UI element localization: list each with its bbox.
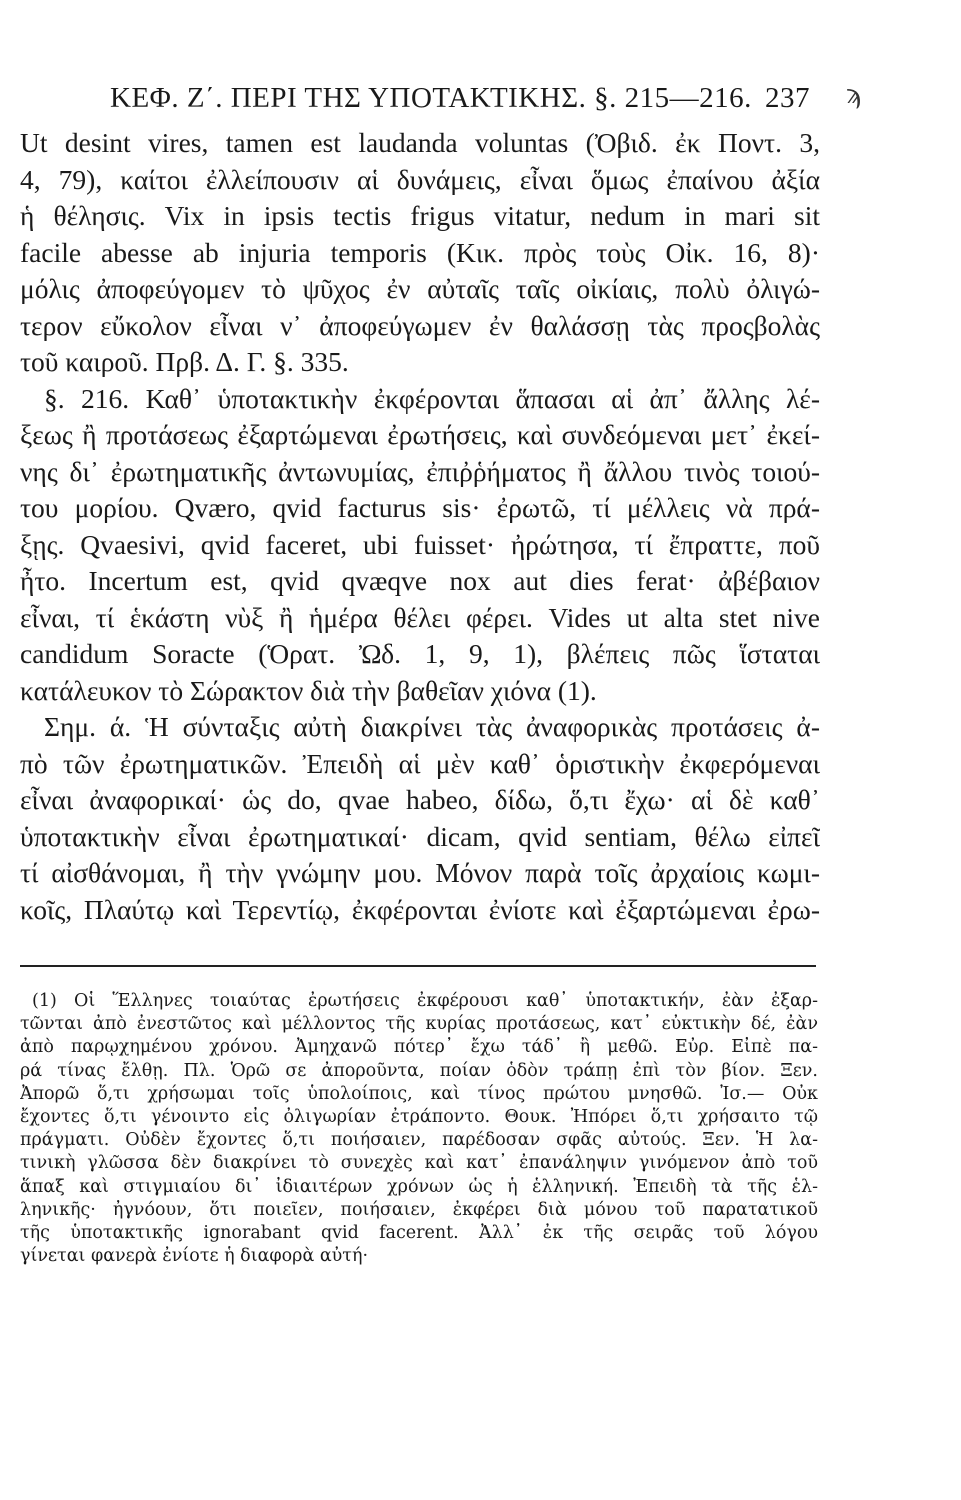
text-line: εἶναι ἀναφορικαί· ὡς do, qvae habeo, δίδω, ὅ,τι ἔχω· αἱ δὲ καθ᾿ [20,784,820,815]
text-line: 4, 79), καίτοι ἐλλείπουσιν αἱ δυνάμεις, εἶναι ὅμως ἐπαίνου ἀξία [20,163,820,195]
footnote-line: ἔχοντες ὅ,τι γένοιντο εἰς ὀλιγωρίαν ἐτράποντο. Θουκ. Ἠπόρει ὅ,τι χρήσαιτο τῷ [20,1106,818,1127]
text-line: τοῦ καιροῦ. Πρβ. Δ. Γ. §. 335. [20,346,349,377]
footnote-rule [20,965,816,967]
text-line: Ut desint vires, tamen est laudanda voluntas (Ὀβιδ. ἐκ Ποντ. 3, [20,127,820,158]
footnote-line: γίνεται φανερὰ ἐνίοτε ἡ διαφορὰ αὐτή· [20,1246,369,1267]
footnote-line: τῶνται ἀπὸ ἐνεστῶτος καὶ μέλλοντος τῆς κυρίας προτάσεως, κατ᾿ εὐκτικὴν δέ, ἐὰν [20,1014,818,1035]
text-line: κοῖς, Πλαύτῳ καὶ Τερεντίῳ, ἐκφέρονται ἐνίοτε καὶ ἐξαρτώμεναι ἐρω- [20,893,820,925]
text-line: ξῃς. Qvaesivi, qvid faceret, ubi fuisset· ἠρώτησα, τί ἔπραττε, ποῦ [20,528,820,560]
text-line: facile abesse ab injuria temporis (Κικ. πρὸς τοὺς Οἰκ. 16, 8)· [20,236,820,268]
text-line: κατάλευκον τὸ Σώρακτον διὰ τὴν βαθεῖαν χιόνα (1). [20,674,597,706]
text-line: ὑποτακτικὴν εἶναι ἐρωτηματικαί· dicam, qvid sentiam, θέλω εἰπεῖ [20,820,820,852]
text-line: ἡ θέλησις. Vix in ipsis tectis frigus vitatur, nedum in mari sit [20,200,820,231]
text-line: τερον εὔκολον εἶναι ν᾿ ἀποφεύγωμεν ἐν θαλάσσῃ τὰς προςβολὰς [20,309,820,341]
footnote-line: ρά τίνας ἔλθῃ. Πλ. Ὁρῶ σε ἀποροῦντα, ποίαν ὁδὸν τράπῃ ἐπὶ τὸν βίον. Ξεν. [20,1060,818,1081]
main-text [20,125,820,928]
footnote-line: ἀπὸ παρῳχημένου χρόνου. Ἀμηχανῶ πότερ᾿ ἔχω τάδ᾿ ἢ μεθῶ. Εὐρ. Εἰπὲ πα- [20,1037,818,1058]
running-title: ΚΕΦ. Ζ΄. ΠΕΡΙ ΤΗΣ ΥΠΟΤΑΚΤΙΚΗΣ. §. 215—216. [110,82,752,114]
footnotes [20,990,818,1268]
section-216-start: §. 216. Καθ᾿ ὑποτακτικὴν ἐκφέρονται ἅπασαι αἱ ἀπ᾿ ἄλλης λέ- [44,382,820,414]
footnote-line: τῆς ὑποτακτικῆς ignorabant qvid facerent. Ἀλλ᾿ ἐκ τῆς σειρᾶς τοῦ λόγου [20,1222,818,1243]
footnote-line: ἅπαξ καὶ στιγμιαίου δι᾿ ἰδιαιτέρων χρόνων ὡς ἡ ἑλληνική. Ἐπειδὴ τὰ τῆς ἑλ- [20,1176,818,1197]
text-line: candidum Soracte (Ὁρατ. Ὠδ. 1, 9, 1), βλέπεις πῶς ἵσταται [20,638,820,669]
text-line: ἦτο. Incertum est, qvid qvæqve nox aut dies ferat· ἀβέβαιον [20,565,820,596]
text-line: μόλις ἀποφεύγομεν τὸ ψῦχος ἐν αὐταῖς ταῖς οἰκίαις, πολὺ ὀλιγώ- [20,273,820,304]
page-number: 237 [765,82,810,114]
text-line: εἶναι, τί ἑκάστη νὺξ ἢ ἡμέρα θέλει φέρει. Vides ut alta stet nive [20,601,820,633]
footnote-line: ληνικῆς· ἠγνόουν, ὅτι ποιεῖεν, ποιήσαιεν, ἐκφέρει διὰ μόνου τοῦ παρατατικοῦ [20,1199,818,1220]
text-line: ξεως ἢ προτάσεως ἐξαρτώμεναι ἐρωτήσεις, καὶ συνδεόμεναι μετ᾿ ἐκεί- [20,419,820,450]
text-line: πὸ τῶν ἐρωτηματικῶν. Ἐπειδὴ αἱ μὲν καθ᾿ ὁριστικὴν ἐκφερόμεναι [20,747,820,779]
footnote-line: πράγματι. Οὐδὲν ἔχοντες ὅ,τι ποιήσαιεν, παρέδοσαν σφᾶς αὐτούς. Ξεν. Ἡ λα- [20,1130,818,1151]
footnote-line: τινικὴ γλῶσσα δὲν διακρίνει τὸ συνεχὲς καὶ κατ᾿ ἐπανάληψιν γινόμενον ἀπὸ τοῦ [20,1153,818,1174]
text-line: τί αἰσθάνομαι, ἢ τὴν γνώμην μου. Μόνον παρὰ τοῖς ἀρχαίοις κωμι- [20,857,820,888]
footnote-line: Ἀπορῶ ὅ,τι χρήσωμαι τοῖς ὑπολοίποις, καὶ τίνος πρώτου μνησθῶ. Ἰσ.— Οὐκ [20,1083,818,1104]
text-line: νης δι᾿ ἐρωτηματικῆς ἀντωνυμίας, ἐπιῤῥήματος ἢ ἄλλου τινὸς τοιού- [20,455,820,487]
footnote-line: (1) Οἱ Ἕλληνες τοιαύτας ἐρωτήσεις ἐκφέρουσι καθ᾿ ὑποτακτικήν, ἐὰν ἐξαρ- [32,991,818,1011]
note-alpha-start: Σημ. ά. Ἡ σύνταξις αὐτὴ διακρίνει τὰς ἀναφορικὰς προτάσεις ἀ- [44,711,820,742]
edge-mark: ϡ [846,80,861,110]
running-header [110,82,810,122]
text-line: του μορίου. Qværo, qvid facturus sis· ἐρωτῶ, τί μέλλεις νὰ πρά- [20,492,820,523]
